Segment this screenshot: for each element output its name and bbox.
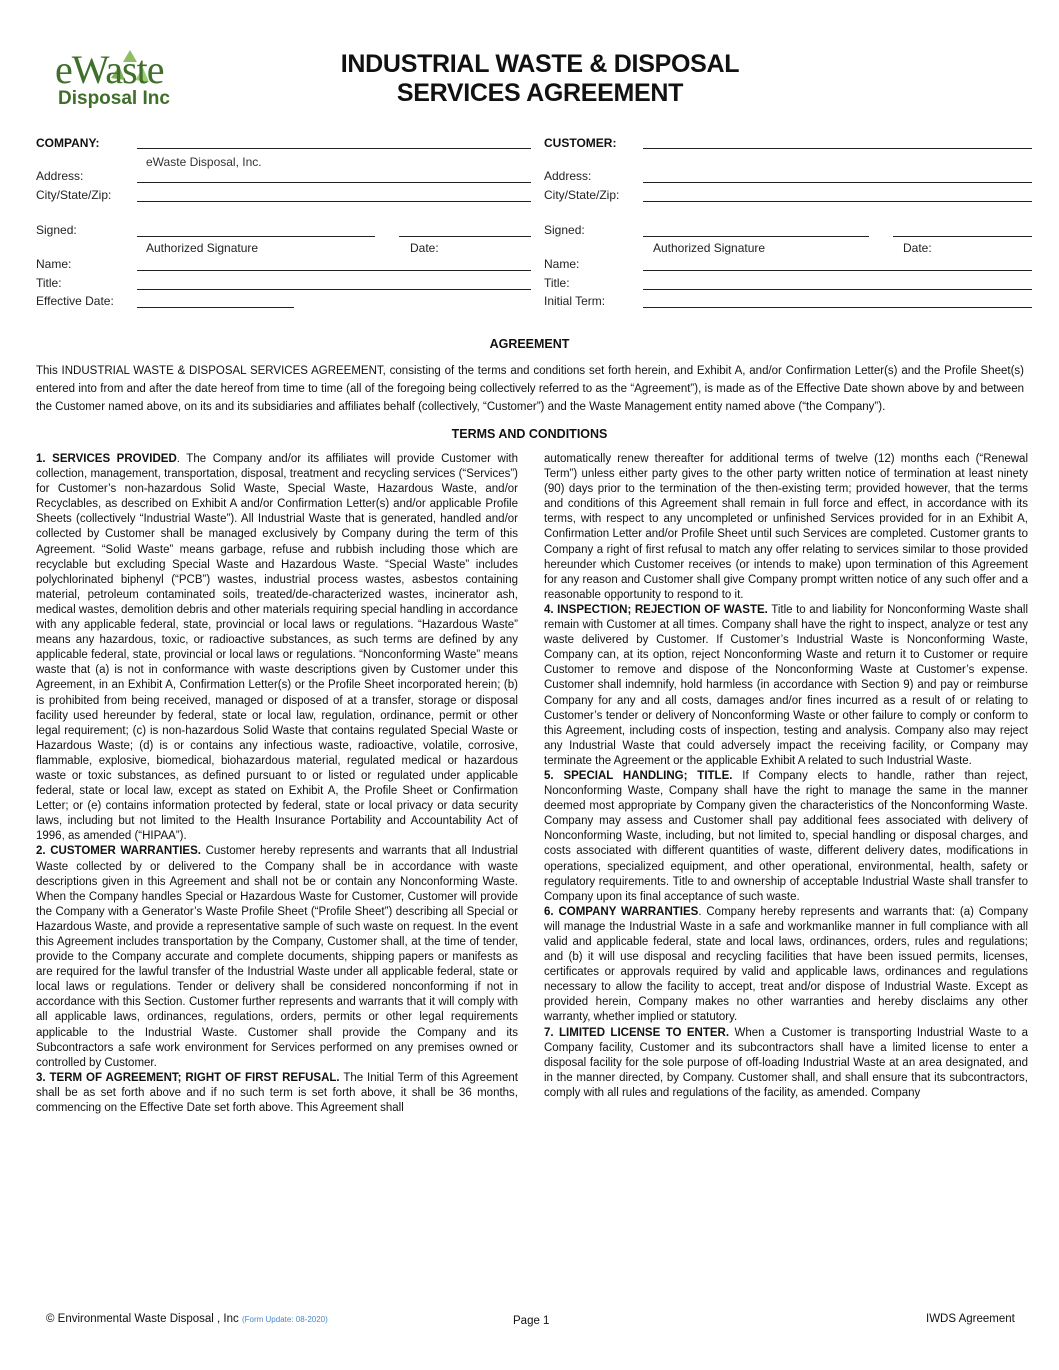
section-text: Customer hereby represents and warrants that all Industrial Waste collected by or delivered to the Company shall be in accordance with waste descriptions given in this Agreement and shall not be or contain any Nonconforming Waste. When the Company handles Special or Hazardous Waste for Customer, Customer will provide the Company with a Generator’s Waste Profile Sheet (“Profile Sheet”) describing all Special or Hazardous Waste, and provide a representative sample of such waste on request. In the event this Agreement includes transportation by the Company, Customer shall, at the time of tender, provide to the Company accurate and complete documents, shipping papers or manifests as are required for the lawful transfer of the Industrial Waste under all applicable federal, state or local laws or regulations. Tender or delivery shall be considered nonconforming if not in accordance with this Section. Customer further represents and warrants that it will comply with all applicable laws, ordinances, regulations, orders, permits or other legal requirements applicable to the Industrial Waste. Customer shall provide the Company and its Subcontractors a safe work environment for Services performed on any premises owned or controlled by Customer. — [36, 845, 518, 1069]
title-line-2: SERVICES AGREEMENT — [396, 79, 684, 107]
section-text: When a Customer is transporting Industrial Waste to a Company facility, Customer and its subcontractors shall have a limited license to enter a disposal facility for the sole purpose of off-loading Industrial Waste at an area designated, and in the manner directed, by Company. Customer shall, and shall ensure that its subcontractors, comply with all rules and regulations of the facility, as amended. Company — [544, 1026, 1029, 1099]
customer-auth-sig-label: Authorized Signature — [653, 241, 766, 255]
customer-title-label: Title: — [544, 276, 570, 290]
form-update-text: (Form Update: 08-2020) — [241, 1315, 328, 1324]
terms-section — [36, 452, 518, 844]
section-heading: 5. SPECIAL HANDLING; TITLE. — [544, 769, 733, 782]
terms-left-column — [36, 452, 518, 1116]
terms-section — [544, 905, 1028, 1026]
section-heading: 2. CUSTOMER WARRANTIES. — [36, 845, 201, 858]
terms-heading: TERMS AND CONDITIONS — [451, 427, 608, 441]
initial-term-label: Initial Term: — [544, 294, 606, 308]
customer-name-label: Name: — [544, 257, 580, 271]
effective-date-line[interactable] — [137, 307, 294, 308]
customer-signer-name-line[interactable] — [643, 270, 1032, 271]
initial-term-line[interactable] — [643, 307, 1032, 308]
company-city-line[interactable] — [137, 201, 531, 202]
section-text: The Initial Term of this Agreement shall be as set forth above and if no such term is set forth above, it shall be 36 months, commencing on the Effective Date set forth above. This Agreement shall — [36, 1071, 518, 1115]
terms-section — [544, 769, 1028, 905]
company-auth-sig-label: Authorized Signature — [146, 241, 259, 255]
customer-signed-label: Signed: — [544, 223, 585, 237]
title-line-1: INDUSTRIAL WASTE & DISPOSAL — [340, 50, 740, 78]
terms-section — [36, 1071, 518, 1116]
document-title — [300, 50, 780, 108]
section-text: Title to and liability for Nonconforming Waste shall remain with Customer at all times. Company shall have the right to inspect, analyze or test any waste delivered by Customer. If Customer’s Industrial Waste is Nonconforming Waste, Company can, at its option, reject Nonconforming Waste and return it to Customer or require Customer to remove and dispose of the Nonconforming Waste at Customer’s expense. Customer shall indemnify, hold harmless (in accordance with Section 9) and pay or reimburse Company for any and all costs, damages and/or fines incurred as a result of or relating to Customer’s tender or delivery of Nonconforming Waste or other failure to comply or conform to this Agreement, including costs of inspection, testing and analysis. Company also may reject any Industrial Waste that could adversely impact the receiving facility, or Company may terminate the Agreement or the applicable Exhibit A related to such Industrial Waste. — [544, 603, 1028, 767]
terms-section — [36, 844, 518, 1070]
company-signer-name-line[interactable] — [137, 270, 531, 271]
footer-doc-name: IWDS Agreement — [926, 1313, 1015, 1325]
company-title-line[interactable] — [137, 289, 531, 290]
logo-text-bottom: Disposal Inc — [58, 88, 170, 109]
company-label: COMPANY: — [36, 136, 100, 150]
section-text: automatically renew thereafter for additional terms of twelve (12) months each (“Renewal Term”) unless either party gives to the other party written notice of termination at least ninety (90) days prior to the termination of the then-existing term; provided however, that the terms and conditions of this Agreement shall remain in full force and effect, in accordance with its terms, with respect to any uncompleted or unfinished Services provided for in an Exhibit A, Confirmation Letter and/or Profile Sheet until such Services are completed. Customer grants to Company a right of first refusal to match any offer relating to services similar to those provided hereunder which Customer receives (or intends to make) upon termination of this Agreement for any reason and Customer shall give Company prompt written notice of any such offer and a reasonable opportunity to respond to it. — [544, 453, 1028, 601]
company-title-label: Title: — [36, 276, 62, 290]
section-heading: 1. SERVICES PROVIDED — [36, 453, 177, 465]
customer-date-label: Date: — [903, 241, 932, 255]
company-city-label: City/State/Zip: — [36, 188, 112, 202]
section-text: If Company elects to handle, rather than reject, Nonconforming Waste, Company shall have the right to manage the same in the manner deemed most appropriate by Company given the characteristics of the Nonconforming Waste. Company may assess and Customer shall pay additional fees associated with delivery of Nonconforming Waste, including, but not limited to, special handling or disposal charges, and costs associated with different quantities of waste, different delivery dates, modifications in operations, specialized equipment, and other operational, environmental, health, safety or regulatory requirements. Title to and ownership of acceptable Industrial Waste shall transfer to Company upon its final acceptance of such waste. — [544, 769, 1028, 903]
customer-city-label: City/State/Zip: — [544, 188, 620, 202]
company-address-label: Address: — [36, 169, 84, 183]
logo-text-top: eWaste — [55, 47, 164, 92]
customer-address-line[interactable] — [643, 182, 1032, 183]
terms-section — [544, 452, 1028, 603]
company-signature-line[interactable] — [137, 236, 375, 237]
customer-date-line[interactable] — [893, 236, 1032, 237]
section-heading: 6. COMPANY WARRANTIES — [544, 905, 699, 918]
footer-copyright — [46, 1312, 328, 1327]
section-heading: 3. TERM OF AGREEMENT; RIGHT OF FIRST REFUSAL. — [36, 1071, 340, 1084]
customer-city-line[interactable] — [643, 201, 1032, 202]
customer-signature-line[interactable] — [643, 236, 869, 237]
effective-date-label: Effective Date: — [36, 294, 114, 308]
page-number: Page 1 — [513, 1315, 550, 1327]
company-logo — [55, 47, 225, 115]
section-heading: 7. LIMITED LICENSE TO ENTER. — [544, 1026, 730, 1039]
terms-right-column — [544, 452, 1028, 1101]
company-signed-label: Signed: — [36, 223, 77, 237]
company-name-line[interactable] — [137, 148, 531, 149]
company-date-label: Date: — [410, 241, 439, 255]
customer-name-line[interactable] — [643, 148, 1032, 149]
company-address-line[interactable] — [137, 182, 531, 183]
customer-title-line[interactable] — [643, 289, 1032, 290]
section-text: . Company hereby represents and warrants that: (a) Company will manage the Industrial Waste in a safe and workmanlike manner in full compliance with all valid and applicable federal, state and local laws, ordinances, orders, rules and regulations; and (b) it will use disposal and recycling facilities that have been issued permits, licenses, certificates or approvals required by valid and applicable laws, ordinances and regulations necessary to allow the facility to accept, treat and/or dispose of Industrial Waste. Except as provided herein, Company makes no other warranties and hereby disclaims any other warranty, whether implied or statutory. — [544, 905, 1028, 1024]
agreement-heading: AGREEMENT — [489, 337, 570, 351]
terms-section — [544, 603, 1028, 769]
customer-address-label: Address: — [544, 169, 592, 183]
company-date-line[interactable] — [399, 236, 531, 237]
intro-paragraph: This INDUSTRIAL WASTE & DISPOSAL SERVICES AGREEMENT, consisting of the terms and conditions set forth herein, and Exhibit A, and/or Confirmation Letter(s) and the Profile Sheet(s) entered into from and after the date hereof from time to time (all of the foregoing being collectively referred to as the “Agreement”), is made as of the Effective Date shown above by and between the Customer named above, on its and its subsidiaries and affiliates behalf (collectively, “Customer”) and the Waste Management entity named above (“the Company”). — [36, 365, 1024, 413]
terms-section — [544, 1026, 1028, 1101]
copyright-text: © Environmental Waste Disposal , Inc — [46, 1313, 239, 1325]
customer-label: CUSTOMER: — [544, 136, 617, 150]
company-name-label: Name: — [36, 257, 72, 271]
company-name-value: eWaste Disposal, Inc. — [146, 155, 262, 169]
section-text: . The Company and/or its affiliates will provide Customer with collection, management, transportation, disposal, treatment and recycling services (“Services”) for Customer’s non-hazardous Solid Waste, Special Waste, Hazardous Waste, and/or Recyclables, as described on Exhibit A and/or Confirmation Letter(s) and/or applicable Profile Sheets (collectively “Industrial Waste”). All Industrial Waste that is generated, handled and/or collected by Customer shall be managed exclusively by Company during the term of this Agreement. “Solid Waste” means garbage, refuse and rubbish including those which are recyclable but excluding Special Waste and Hazardous Waste. “Special Waste” includes polychlorinated biphenyl (“PCB”) wastes, industrial process wastes, asbestos containing material, petroleum contaminated soils, treated/de-characterized wastes, incinerator ash, medical wastes, demolition debris and other materials requiring special handling in accordance with any applicable federal, state, provincial or local laws or regulations. “Hazardous Waste” means any hazardous, toxic, or radioactive substances, as such terms are defined by any applicable federal, state, provincial or local laws or regulations. “Nonconforming Waste” means waste that (a) is not in conformance with waste descriptions given by Customer under this Agreement, in an Exhibit A, Confirmation Letter(s) or the Profile Sheet incorporated herein; (b) is prohibited from being received, managed or disposed of at a transfer, storage or disposal facility used hereunder by federal, state or local law, regulation, ordinance, permit or other legal requirement; (c) is non-hazardous Solid Waste that contains regulated Special Waste or Hazardous Waste; (d) is or contains any infectious waste, radioactive, volatile, corrosive, flammable, explosive, biomedical, biohazardous material, regulated medical or hazardous waste or toxic substances, as defined pursuant to or listed or regulated under applicable federal, state or local law, except as stated on Exhibit A, the Profile Sheet or Confirmation Letter; or (e) contains information protected by federal, state or local privacy or data security laws, including but not limited to the Health Insurance Portability and Accountability Act of 1996, as amended (“HIPAA”). — [36, 453, 518, 843]
section-heading: 4. INSPECTION; REJECTION OF WASTE. — [544, 603, 768, 616]
